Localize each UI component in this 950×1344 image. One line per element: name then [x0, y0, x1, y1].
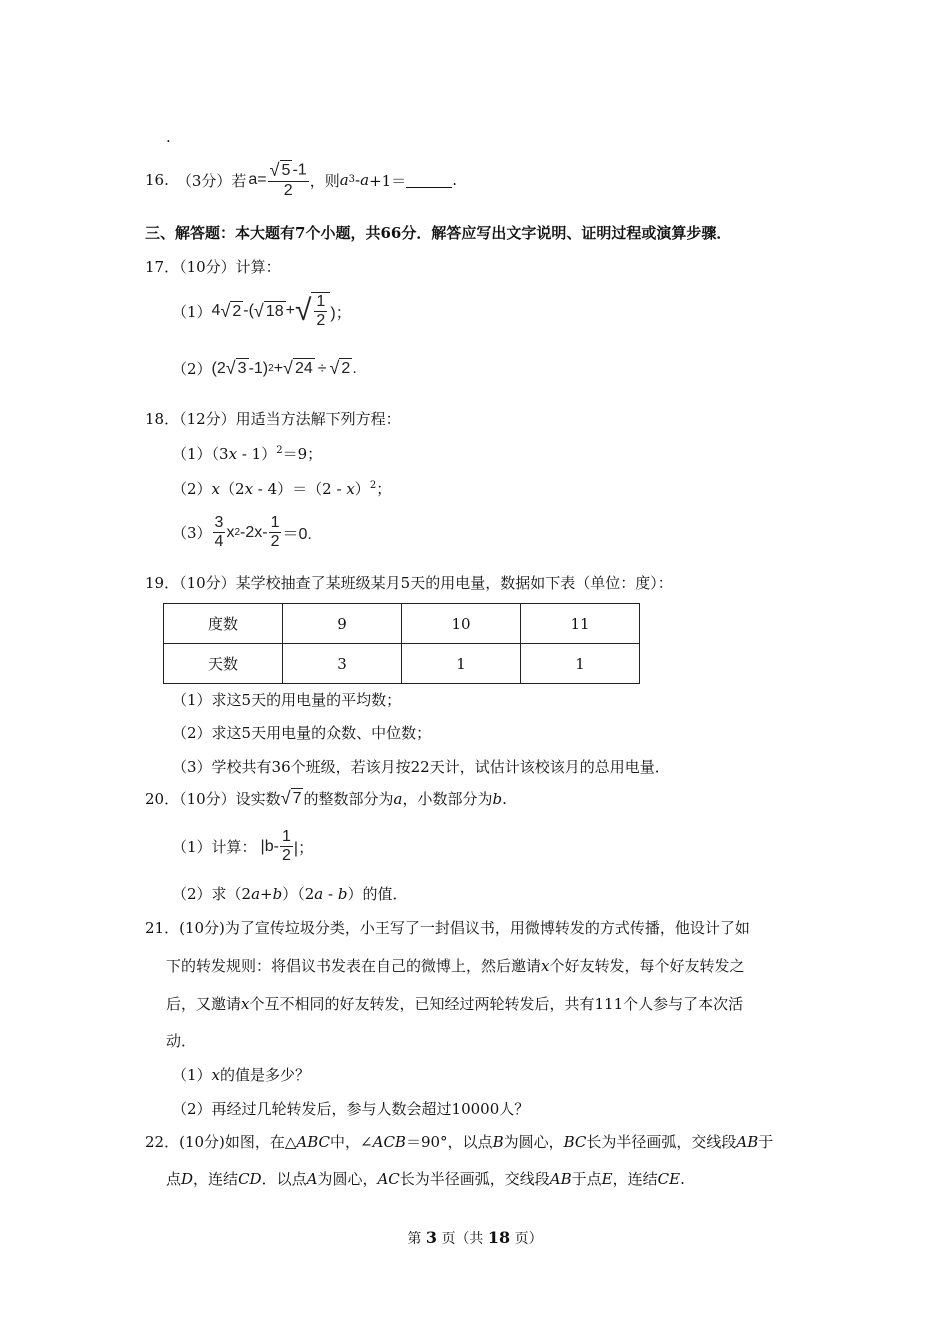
- q21-l3-b: 个互不相同的好友转发，已知经过两轮转发后，共有111个人参与了本次活: [249, 995, 744, 1013]
- q17-p2-r3: 2: [341, 360, 351, 377]
- q17-p2-end: .: [352, 359, 357, 377]
- q22-l2-AB: AB: [549, 1170, 572, 1188]
- q17-p2-expr: (2 √ 3 -1) 2 + √ 24 ÷ √ 2 .: [211, 358, 357, 378]
- q22-l2-c: ．以点: [261, 1170, 307, 1188]
- q17-part1: [172, 292, 352, 330]
- table-cell: 天数: [164, 644, 283, 684]
- q20-p1-fnum: 1: [281, 828, 291, 845]
- q22-l1-b: 中，∠: [330, 1133, 373, 1151]
- q18-p2-x2: x: [244, 480, 254, 498]
- q17-p1-r2: 18: [265, 302, 284, 320]
- q20-end: .: [502, 789, 507, 808]
- q20-part2: [172, 883, 407, 904]
- q18-p3-label: （3）: [172, 524, 212, 542]
- table-cell: 度数: [164, 604, 283, 644]
- q17-p2-a: (2: [211, 359, 226, 377]
- q19-part1: （1）求这5天的用电量的平均数；: [172, 691, 402, 709]
- q17-p1-label: （1）: [172, 302, 212, 321]
- q18-p3-fnum: 3: [214, 514, 224, 531]
- q16-mid: ，则: [309, 171, 340, 190]
- q20-p2-a2: a: [314, 885, 324, 903]
- q16-number: 16.: [145, 171, 169, 189]
- q16-rest: +1＝: [369, 171, 407, 190]
- question-16: 16. （3分）若 a= √ 5 -1 2 ，则 a 3 - a +1＝ .: [145, 160, 457, 199]
- q19-part2: （2）求这5天用电量的众数、中位数；: [172, 724, 432, 742]
- q20-p1-end: |；: [293, 840, 315, 857]
- q22-l1-a: 22．(10分)如图，在△: [145, 1133, 297, 1151]
- footer-page-number: 3: [425, 1228, 437, 1247]
- q22-line2: [166, 1168, 685, 1189]
- q18-header: 18．（12分）用适当方法解下列方程：: [145, 410, 401, 428]
- q22-l1-AB: AB: [736, 1133, 759, 1151]
- q18-p3-x: x: [226, 523, 235, 541]
- q22-l1-acb: ACB: [372, 1133, 406, 1151]
- q18-p3-f2num: 1: [270, 514, 280, 531]
- q18-part1: [172, 443, 322, 464]
- q20-mid2: ，小数部分为: [402, 790, 493, 808]
- table-row: [164, 644, 640, 684]
- q16-radicand: 5: [281, 162, 291, 179]
- q18-p2-mid: （2: [220, 480, 245, 498]
- q18-p2-end: ；: [376, 480, 392, 498]
- q17-header: 17．（10分）计算：: [145, 258, 281, 276]
- q20-mid: 的整数部分为: [303, 790, 394, 808]
- q18-p3-fden: 4: [214, 533, 224, 550]
- q21-l2-x: x: [541, 957, 550, 975]
- q20-p2-b: b: [272, 885, 283, 903]
- q17-p1-coef: 4: [211, 302, 221, 319]
- table-cell: 1: [521, 644, 640, 684]
- footer-total-pages: 18: [487, 1228, 511, 1247]
- q17-p2-label: （2）: [172, 360, 212, 378]
- q16-a2: a: [360, 171, 370, 189]
- q20-p1-a: |b-: [260, 837, 279, 855]
- q18-p1-rest: - 1）: [237, 445, 277, 463]
- q18-p1-label: （1）（3: [172, 445, 229, 463]
- q17-p1-r1: 2: [232, 302, 242, 320]
- q16-denominator: 2: [283, 182, 293, 199]
- q21-line4: 动．: [166, 1032, 197, 1050]
- q22-l1-abc: ABC: [296, 1133, 331, 1151]
- q22-l1-B: B: [492, 1133, 504, 1151]
- q17-p1-expr: 4 √ 2 -( √ 18 + √ $\frac{1}{2}$ )；: [211, 293, 352, 329]
- q22-l1-c: ＝90°，以点: [405, 1133, 493, 1151]
- q17-p2-div: ÷: [317, 359, 327, 377]
- q21-line2: [166, 955, 745, 976]
- q17-part2: [172, 358, 357, 379]
- q17-p2-plus: +: [273, 359, 284, 377]
- q21-p1-rest: 的值是多少？: [220, 1066, 311, 1084]
- q22-l2-a: 点: [166, 1170, 182, 1188]
- q17-p2-r2: 24: [294, 360, 313, 377]
- q22-l1-d: 为圆心，: [503, 1133, 564, 1151]
- q22-l2-AC: AC: [377, 1170, 400, 1188]
- q20-p2-minus: -: [323, 885, 338, 903]
- table-cell: 1: [402, 644, 521, 684]
- q20-p1-expr: [261, 828, 314, 865]
- q20-p2-mid: ）（2: [282, 885, 315, 903]
- q20-part1: [172, 828, 314, 865]
- q22-l1-BC: BC: [563, 1133, 587, 1151]
- q20-header: 20．（10分）设实数 √ 7 的整数部分为 a ，小数部分为 b .: [145, 788, 507, 808]
- q16-points: （3分）若: [176, 171, 247, 190]
- q18-p1-x: x: [228, 445, 238, 463]
- q21-p1-x: x: [211, 1066, 221, 1084]
- q20-p2-pre: （2）求（2: [172, 885, 252, 903]
- q19-part3: （3）学校共有36个班级，若该月按22天计，试估计该校该月的总用电量．: [172, 758, 670, 776]
- q22-l2-d: 为圆心，: [317, 1170, 378, 1188]
- q20-p2-a: a: [251, 885, 261, 903]
- q22-l1-f: 于: [758, 1133, 774, 1151]
- q17-p1-fnum: 1: [316, 293, 326, 310]
- q17-p2-b: -1): [248, 359, 269, 377]
- q18-p1-exp: 2: [276, 445, 283, 456]
- q18-p3-expr: $\frac{3}{4}$ x 2 -2x- $\frac{1}{2}$ ＝0.: [214, 514, 312, 550]
- table-cell: 10: [402, 604, 521, 644]
- q18-p2-x3: x: [346, 480, 355, 498]
- footer-end: 页）: [514, 1231, 543, 1247]
- footer-mid: 页（共: [441, 1231, 484, 1247]
- table-cell: 11: [521, 604, 640, 644]
- q21-part1: [172, 1064, 310, 1085]
- q18-part3: [172, 514, 312, 551]
- q17-p2-r1: 3: [237, 360, 247, 377]
- q17-p1-end: )；: [330, 304, 352, 322]
- q19-header: 19．（10分）某学校抽查了某班级某月5天的用电量，数据如下表（单位：度）：: [145, 574, 673, 592]
- q22-l2-b: ，连结: [193, 1170, 239, 1188]
- q22-l2-e: 长为半径画弧，交线段: [399, 1170, 550, 1188]
- q18-part2: [172, 478, 391, 499]
- section-3-title: 三、解答题：本大题有7个小题，共66分．解答应写出文字说明、证明过程或演算步骤．: [145, 224, 732, 242]
- q16-lhs: a=: [248, 171, 267, 188]
- q22-l2-A: A: [306, 1170, 318, 1188]
- q20-p2-plus: +: [260, 885, 273, 903]
- q21-l3-a: 后，又邀请: [166, 995, 242, 1013]
- q20-b: b: [492, 789, 503, 808]
- q22-l2-h: .: [680, 1170, 685, 1188]
- stray-dot: .: [166, 128, 171, 146]
- footer-pre: 第: [407, 1231, 422, 1247]
- q16-fraction: √ 5 -1 2: [269, 160, 307, 199]
- q21-part2: （2）再经过几轮转发后，参与人数会超过10000人？: [172, 1100, 530, 1118]
- q16-minus-one: -1: [292, 161, 307, 179]
- table-cell: 9: [283, 604, 402, 644]
- q16-a: a: [339, 171, 349, 189]
- q22-l2-CE: CE: [657, 1170, 681, 1188]
- q21-l2-a: 下的转发规则：将倡议书发表在自己的微博上，然后邀请: [166, 957, 542, 975]
- q22-l2-f: 于点: [571, 1170, 602, 1188]
- q20-p1-fden: 2: [281, 847, 291, 864]
- q22-l2-D: D: [181, 1170, 194, 1188]
- q19-table: [163, 603, 640, 684]
- q20-p2-b2: b: [337, 885, 348, 903]
- q22-l2-CD: CD: [238, 1170, 262, 1188]
- q18-p3-end: ＝0.: [282, 526, 312, 543]
- q18-p2-x: x: [211, 480, 221, 498]
- q22-l2-E: E: [601, 1170, 613, 1188]
- q18-p2-mid2: - 4）＝（2 -: [253, 480, 347, 498]
- q18-p3-f2den: 2: [270, 533, 280, 550]
- q18-p2-close: ）: [354, 480, 370, 498]
- q22-line1: [145, 1131, 773, 1152]
- q21-l2-b: 个好友转发，每个好友转发之: [549, 957, 745, 975]
- q20-pre: 20．（10分）设实数: [145, 790, 281, 808]
- q21-line3: [166, 993, 743, 1014]
- table-row: [164, 604, 640, 644]
- q17-p1-fden: 2: [316, 312, 326, 329]
- q20-radicand: 7: [292, 790, 302, 807]
- q16-minus: -: [355, 171, 361, 189]
- q21-p1-label: （1）: [172, 1066, 212, 1084]
- q18-p2-label: （2）: [172, 480, 212, 498]
- q16-answer-blank[interactable]: [406, 173, 452, 188]
- q22-l1-e: 长为半径画弧，交线段: [586, 1133, 737, 1151]
- q17-p1-plus: +: [285, 302, 295, 319]
- q20-a: a: [393, 789, 403, 808]
- q20-p1-label: （1）计算：: [172, 838, 257, 856]
- q21-l3-x: x: [241, 995, 250, 1013]
- q16-end: .: [452, 171, 457, 189]
- table-cell: 3: [283, 644, 402, 684]
- q18-p2-exp: 2: [369, 480, 377, 491]
- q22-l2-g: ，连结: [612, 1170, 658, 1188]
- page-footer: [0, 1228, 950, 1248]
- q18-p1-end: ＝9；: [282, 445, 323, 463]
- q21-line1: 21．(10分)为了宣传垃圾分类，小王写了一封倡议书，用微博转发的方式传播，他设计了如: [145, 919, 750, 937]
- q18-p3-mid: -2x-: [240, 523, 268, 541]
- q20-p2-end: ）的值．: [347, 885, 408, 903]
- q17-p1-b: -(: [243, 302, 254, 319]
